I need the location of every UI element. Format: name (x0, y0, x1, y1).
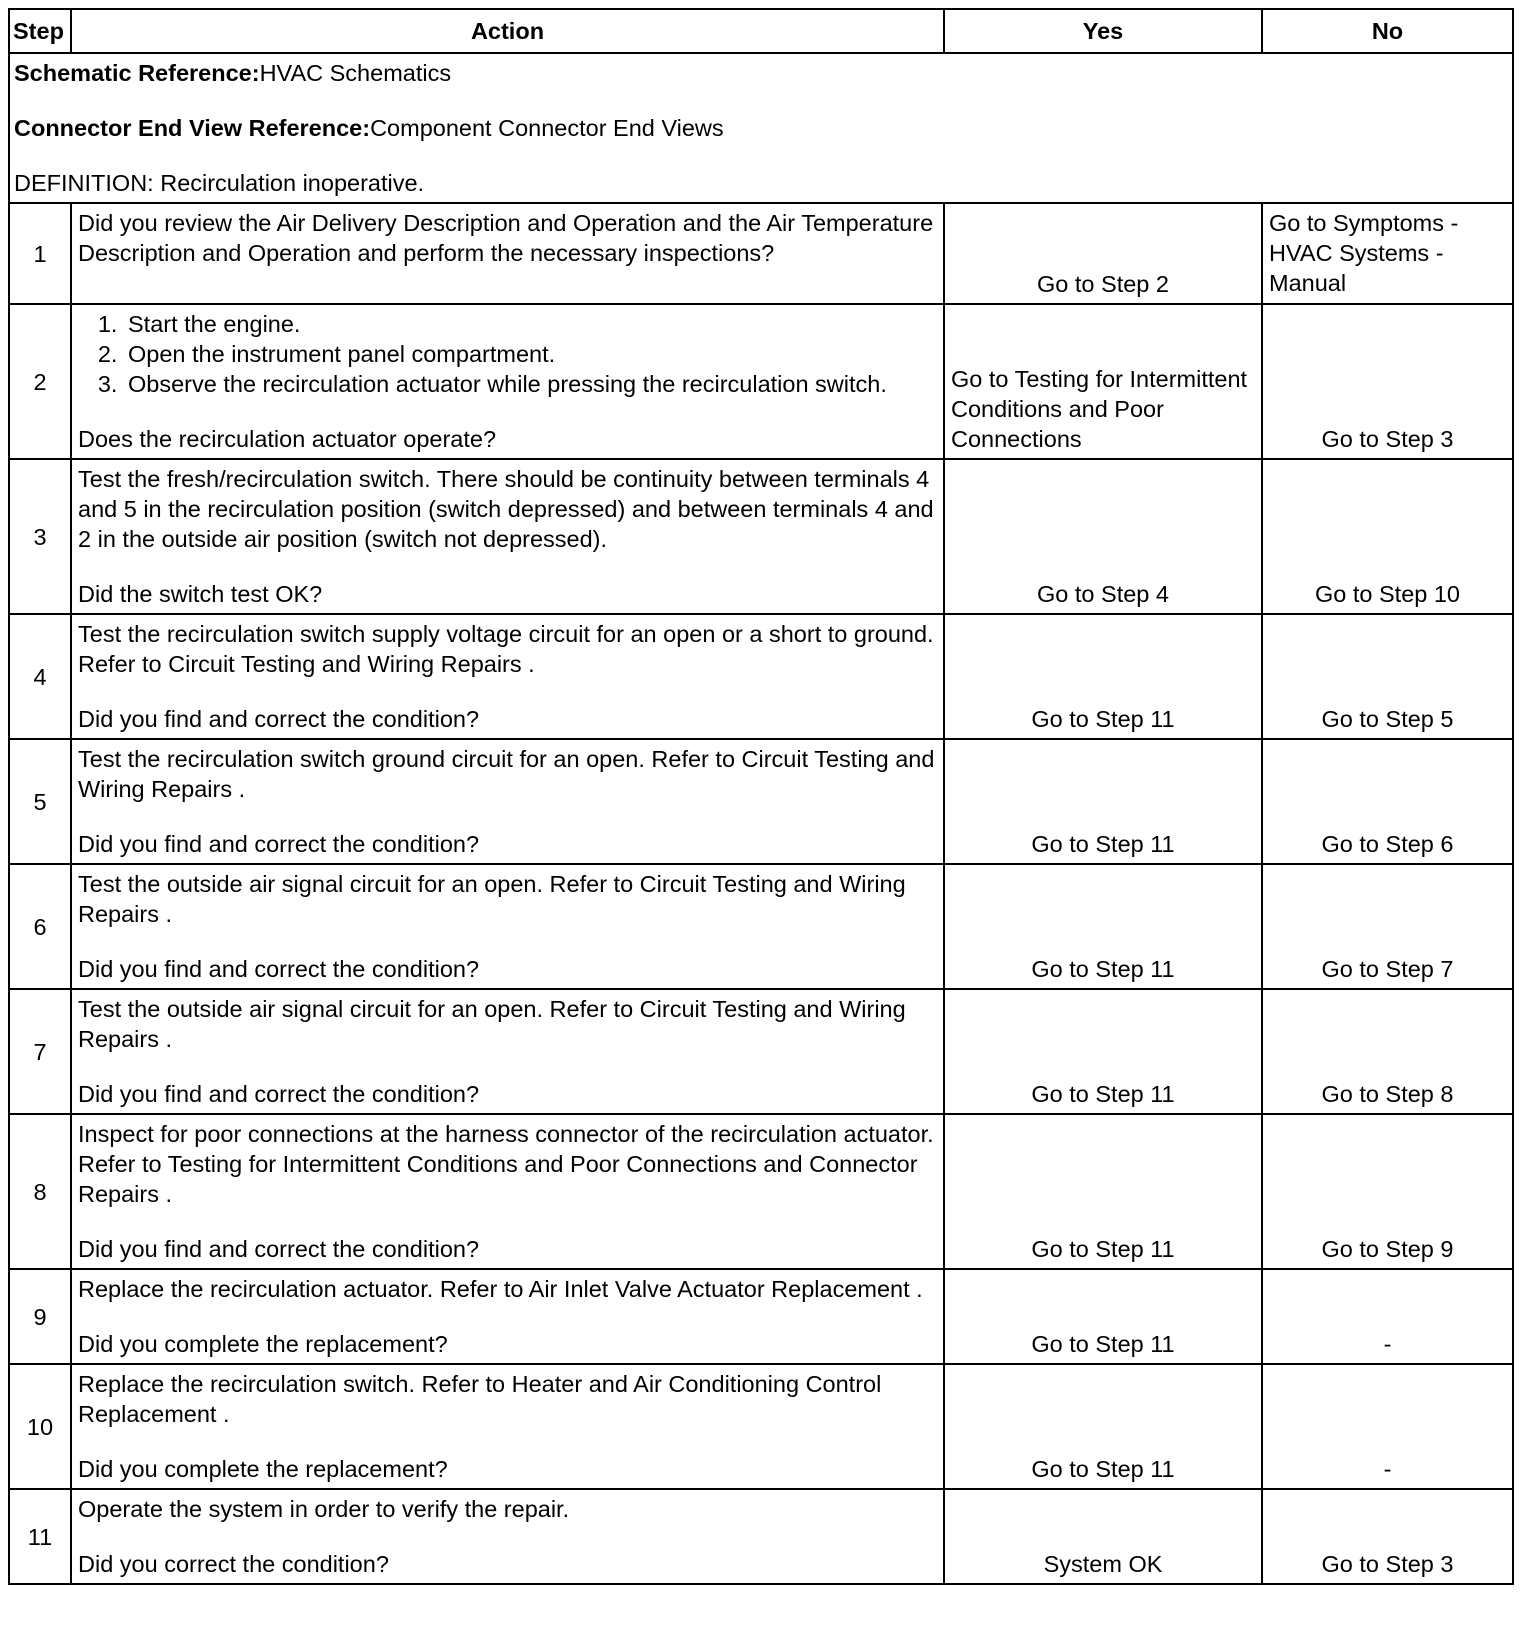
step-number: 8 (9, 1114, 71, 1269)
no-cell[interactable]: Go to Step 5 (1262, 614, 1513, 739)
yes-cell: System OK (944, 1489, 1262, 1584)
action-cell (71, 1114, 944, 1269)
diagnostic-table (8, 8, 1514, 1585)
table-row (9, 1114, 1513, 1269)
no-cell: - (1262, 1269, 1513, 1364)
yes-cell[interactable]: Go to Step 11 (944, 1269, 1262, 1364)
reference-row (9, 53, 1513, 203)
schematic-reference-link[interactable]: HVAC Schematics (259, 60, 452, 86)
step-number: 11 (9, 1489, 71, 1584)
action-question: Did the switch test OK? (78, 581, 323, 607)
table-row (9, 1489, 1513, 1584)
connector-reference-link[interactable]: Component Connector End Views (370, 115, 724, 141)
action-question: Did you find and correct the condition? (78, 956, 480, 982)
header-step: Step (9, 9, 71, 53)
no-cell[interactable]: Go to Step 3 (1262, 1489, 1513, 1584)
action-steps-list (78, 309, 937, 399)
no-cell[interactable]: Go to Step 10 (1262, 459, 1513, 614)
action-text: Test the outside air signal circuit for an open. Refer to Circuit Testing and Wiring Repairs . (78, 871, 906, 927)
table-row (9, 739, 1513, 864)
action-question: Did you find and correct the condition? (78, 706, 480, 732)
yes-cell[interactable]: Go to Step 11 (944, 1364, 1262, 1489)
action-cell (71, 459, 944, 614)
step-number: 1 (9, 203, 71, 304)
action-question: Did you find and correct the condition? (78, 1081, 480, 1107)
yes-cell[interactable]: Go to Step 11 (944, 864, 1262, 989)
action-cell (71, 203, 944, 304)
step-number: 9 (9, 1269, 71, 1364)
action-question: Did you correct the condition? (78, 1551, 389, 1577)
action-cell (71, 864, 944, 989)
no-cell[interactable]: Go to Step 3 (1262, 304, 1513, 459)
yes-cell[interactable]: Go to Testing for Intermittent Conditions and Poor Connections (944, 304, 1262, 459)
schematic-reference-label: Schematic Reference: (14, 60, 260, 86)
step-number: 2 (9, 304, 71, 459)
list-item: 3. Observe the recirculation actuator while pressing the recirculation switch. (124, 369, 937, 399)
no-cell: - (1262, 1364, 1513, 1489)
header-no: No (1262, 9, 1513, 53)
no-cell[interactable]: Go to Step 7 (1262, 864, 1513, 989)
action-text: Test the fresh/recirculation switch. There should be continuity between terminals 4 and 5 in the recirculation position (switch depressed) and between terminals 4 and 2 in the outside air position (switch not depressed). (78, 466, 934, 552)
action-question: Does the recirculation actuator operate? (78, 426, 497, 452)
action-cell (71, 989, 944, 1114)
table-row (9, 304, 1513, 459)
connector-reference-label: Connector End View Reference: (14, 115, 371, 141)
table-row (9, 1364, 1513, 1489)
no-cell[interactable]: Go to Step 9 (1262, 1114, 1513, 1269)
action-cell (71, 739, 944, 864)
diagnostic-page (8, 8, 1512, 1585)
action-text: Replace the recirculation actuator. Refer to Air Inlet Valve Actuator Replacement . (78, 1276, 923, 1302)
table-row (9, 203, 1513, 304)
action-text: Replace the recirculation switch. Refer to Heater and Air Conditioning Control Replacement . (78, 1371, 882, 1427)
step-number: 7 (9, 989, 71, 1114)
action-text: Test the recirculation switch supply voltage circuit for an open or a short to ground. Refer to Circuit Testing and Wiring Repairs . (78, 621, 934, 677)
action-text: Test the recirculation switch ground circuit for an open. Refer to Circuit Testing and Wiring Repairs . (78, 746, 935, 802)
header-yes: Yes (944, 9, 1262, 53)
header-action: Action (71, 9, 944, 53)
yes-cell[interactable]: Go to Step 2 (944, 203, 1262, 304)
list-item: 2. Open the instrument panel compartment. (124, 339, 937, 369)
yes-cell[interactable]: Go to Step 11 (944, 989, 1262, 1114)
definition-text: DEFINITION: Recirculation inoperative. (14, 170, 425, 196)
step-number: 5 (9, 739, 71, 864)
no-cell[interactable]: Go to Step 8 (1262, 989, 1513, 1114)
yes-cell[interactable]: Go to Step 11 (944, 739, 1262, 864)
yes-cell[interactable]: Go to Step 11 (944, 614, 1262, 739)
yes-cell[interactable]: Go to Step 11 (944, 1114, 1262, 1269)
step-number: 3 (9, 459, 71, 614)
action-question: Did you complete the replacement? (78, 1456, 448, 1482)
connector-reference (14, 113, 1508, 143)
table-row (9, 989, 1513, 1114)
schematic-reference (14, 58, 1508, 88)
action-question: Did you find and correct the condition? (78, 831, 480, 857)
step-number: 10 (9, 1364, 71, 1489)
table-row (9, 459, 1513, 614)
no-cell[interactable]: Go to Step 6 (1262, 739, 1513, 864)
table-header-row (9, 9, 1513, 53)
yes-cell[interactable]: Go to Step 4 (944, 459, 1262, 614)
step-number: 4 (9, 614, 71, 739)
table-row (9, 614, 1513, 739)
action-cell (71, 1269, 944, 1364)
table-row (9, 1269, 1513, 1364)
action-cell (71, 614, 944, 739)
action-text: Operate the system in order to verify the repair. (78, 1496, 570, 1522)
action-text: Test the outside air signal circuit for an open. Refer to Circuit Testing and Wiring Repairs . (78, 996, 906, 1052)
list-item: 1. Start the engine. (124, 309, 937, 339)
action-question: Did you complete the replacement? (78, 1331, 448, 1357)
action-cell (71, 304, 944, 459)
reference-cell (9, 53, 1513, 203)
action-text: Did you review the Air Delivery Description and Operation and the Air Temperature Description and Operation and perform the necessary inspections? (78, 210, 934, 266)
table-row (9, 864, 1513, 989)
action-cell (71, 1364, 944, 1489)
action-question: Did you find and correct the condition? (78, 1236, 480, 1262)
action-cell (71, 1489, 944, 1584)
step-number: 6 (9, 864, 71, 989)
no-cell[interactable]: Go to Symptoms - HVAC Systems - Manual (1262, 203, 1513, 304)
action-text: Inspect for poor connections at the harness connector of the recirculation actuator. Refer to Testing for Intermittent Conditions and Poor Connections and Connector Repairs . (78, 1121, 934, 1207)
